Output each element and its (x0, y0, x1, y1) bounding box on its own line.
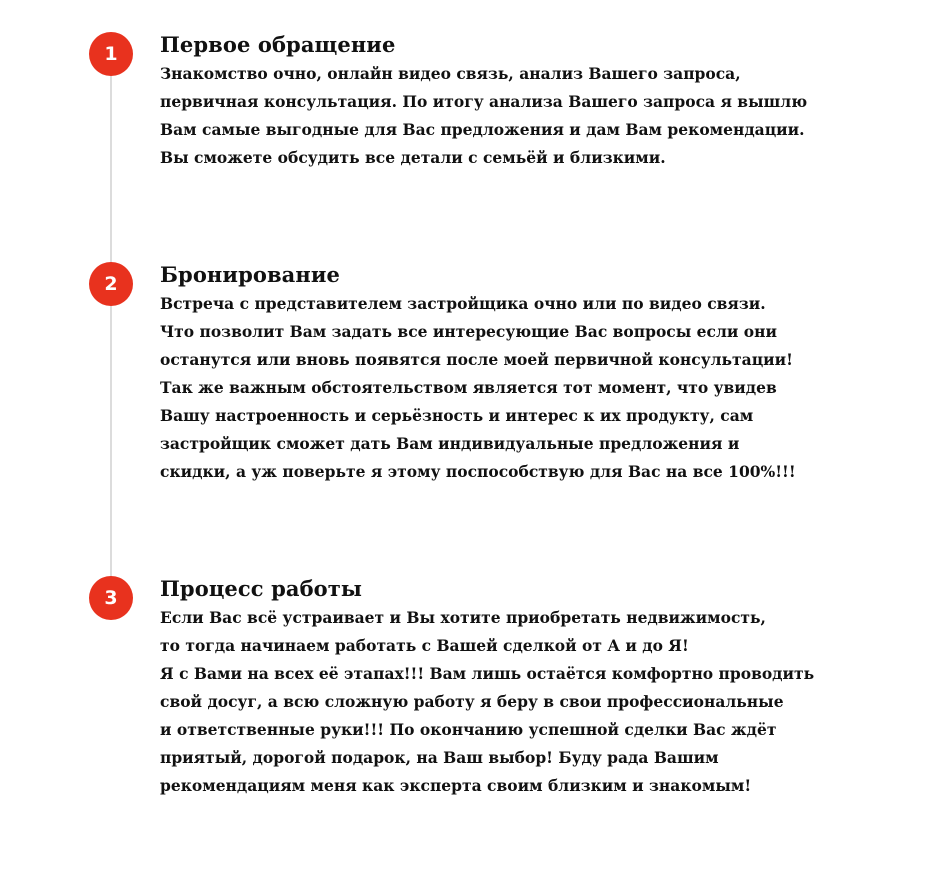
description-line: свой досуг, а всю сложную работу я беру в свои профессиональные (160, 692, 784, 711)
description-line: Знакомство очно, онлайн видео связь, анализ Вашего запроса, (160, 64, 741, 83)
step-content (160, 260, 860, 486)
description-line: рекомендациям меня как эксперта своим близким и знакомым! (160, 776, 752, 795)
step-number-badge: 3 (89, 576, 133, 620)
step-number-badge: 2 (89, 262, 133, 306)
timeline-line (110, 52, 112, 598)
description-line: Я с Вами на всех её этапах!!! Вам лишь остаётся комфортно проводить (160, 664, 815, 683)
step-title: Бронирование (160, 262, 340, 287)
step-description (160, 60, 860, 172)
description-line: Вы сможете обсудить все детали с семьёй и близкими. (160, 148, 666, 167)
description-line: застройщик сможет дать Вам индивидуальные предложения и (160, 434, 740, 453)
description-line: Встреча с представителем застройщика очно или по видео связи. (160, 294, 766, 313)
step-description (160, 290, 860, 486)
description-line: Если Вас всё устраивает и Вы хотите приобретать недвижимость, (160, 608, 766, 627)
description-line: Вашу настроенность и серьёзность и интерес к их продукту, сам (160, 406, 754, 425)
description-line: и ответственные руки!!! По окончанию успешной сделки Вас ждёт (160, 720, 777, 739)
description-line: Так же важным обстоятельством является тот момент, что увидев (160, 378, 777, 397)
description-line: то тогда начинаем работать с Вашей сделкой от А и до Я! (160, 636, 689, 655)
description-line: первичная консультация. По итогу анализа Вашего запроса я вышлю (160, 92, 808, 111)
description-line: приятый, дорогой подарок, на Ваш выбор! Буду рада Вашим (160, 748, 719, 767)
step-title: Первое обращение (160, 32, 396, 57)
step-title: Процесс работы (160, 576, 363, 601)
step-number-badge: 1 (89, 32, 133, 76)
description-line: Что позволит Вам задать все интересующие Вас вопросы если они (160, 322, 777, 341)
step-content (160, 30, 860, 172)
description-line: скидки, а уж поверьте я этому поспособствую для Вас на все 100%!!! (160, 462, 796, 481)
description-line: останутся или вновь появятся после моей первичной консультации! (160, 350, 793, 369)
step-content (160, 574, 860, 800)
step-description (160, 604, 860, 800)
description-line: Вам самые выгодные для Вас предложения и дам Вам рекомендации. (160, 120, 805, 139)
